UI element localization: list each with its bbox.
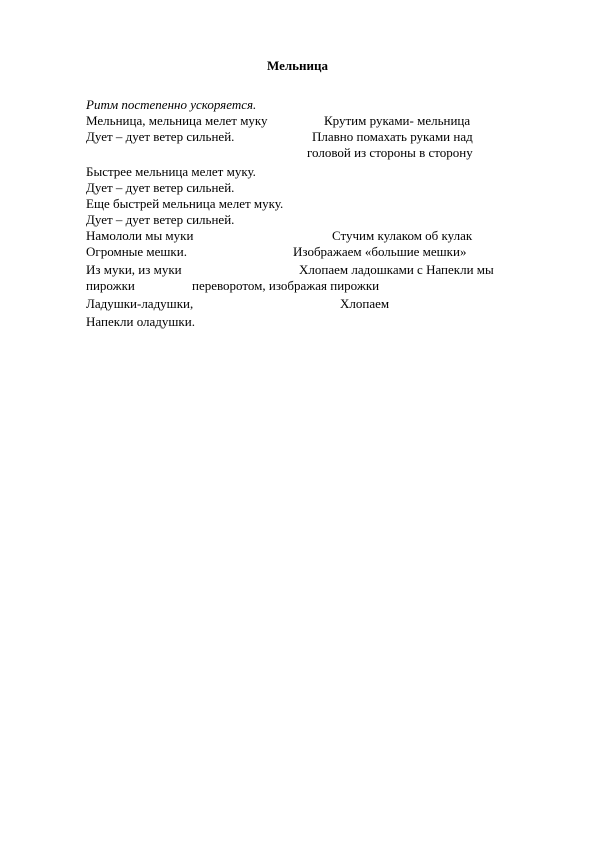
verse-line: Дует – дует ветер сильней.: [86, 212, 235, 227]
verse-line: Намололи мы муки: [86, 228, 194, 243]
action-line: переворотом, изображая пирожки: [192, 278, 380, 293]
rhythm-note: Ритм постепенно ускоряется.: [86, 97, 257, 112]
action-line: Хлопаем ладошками с Напекли мы: [299, 262, 494, 277]
verse-line: Ладушки-ладушки,: [86, 296, 194, 311]
verse-line: пирожки: [86, 278, 135, 293]
action-line: головой из стороны в сторону: [307, 145, 473, 160]
verse-line: Еще быстрей мельница мелет муку.: [86, 196, 284, 211]
verse-line: Дует – дует ветер сильней.: [86, 129, 235, 144]
verse-line: Мельница, мельница мелет муку: [86, 113, 268, 128]
action-line: Хлопаем: [340, 296, 390, 311]
verse-line: Напекли оладушки.: [86, 314, 195, 329]
verse-line: Дует – дует ветер сильней.: [86, 180, 235, 195]
verse-line: Огромные мешки.: [86, 244, 187, 259]
action-line: Крутим руками- мельница: [324, 113, 471, 128]
document-title: Мельница: [266, 58, 328, 73]
verse-line: Быстрее мельница мелет муку.: [86, 164, 256, 179]
action-line: Плавно помахать руками над: [312, 129, 473, 144]
verse-line: Из муки, из муки: [86, 262, 182, 277]
action-line: Изображаем «большие мешки»: [293, 244, 467, 259]
action-line: Стучим кулаком об кулак: [332, 228, 473, 243]
